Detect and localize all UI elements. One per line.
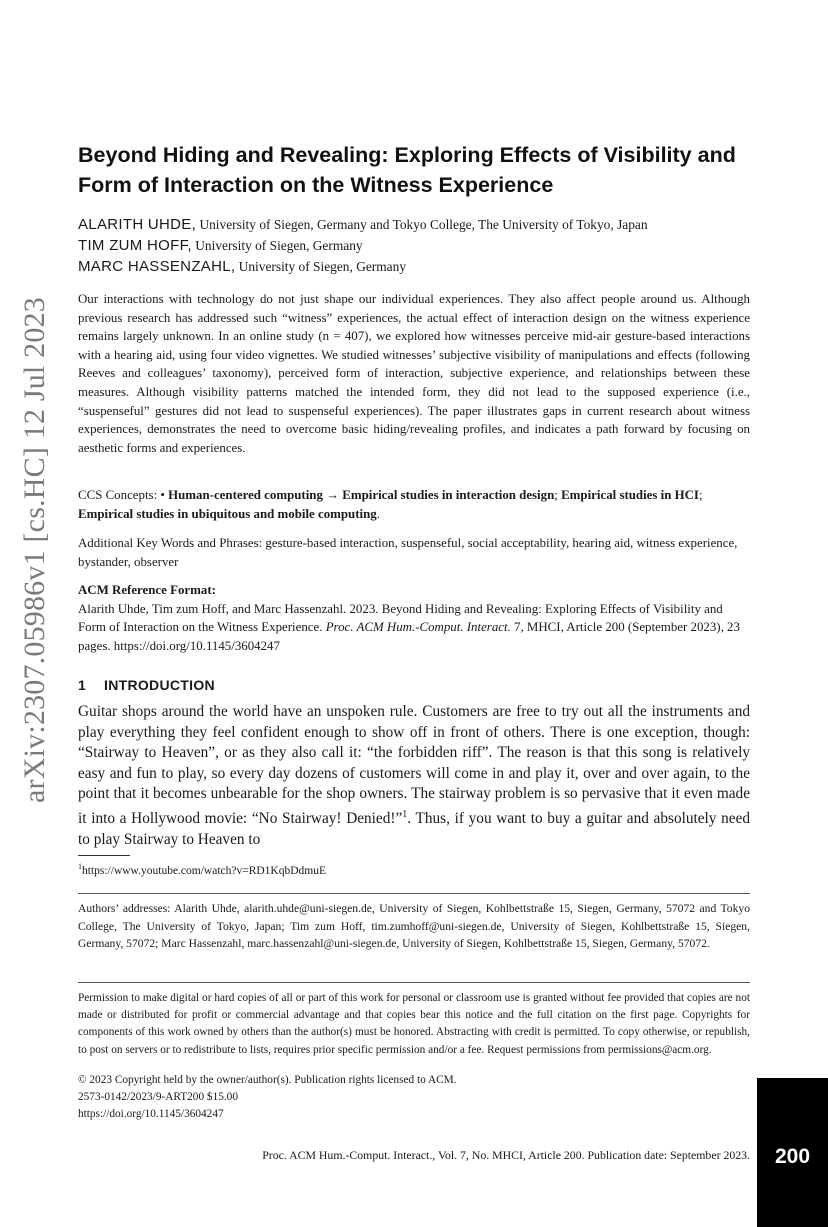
arxiv-identifier: arXiv:2307.05986v1 [cs.HC] 12 Jul 2023 <box>18 297 51 803</box>
intro-paragraph <box>78 702 750 850</box>
page-number: 200 <box>774 1145 811 1168</box>
addresses-divider <box>78 893 750 894</box>
paper-title: Beyond Hiding and Revealing: Exploring Effects of Visibility and Form of Interaction on the Witness Experience <box>78 143 736 197</box>
ccs-concept: Human-centered computing <box>168 488 323 502</box>
abstract: Our interactions with technology do not just shape our individual experiences. They also affect people around us. Although previous research has addressed such “witness” experiences, the actual effect of interaction design on the witness experience remains largely unknown. In an online study (n = 407), we explored how witnesses perceive mid-air gesture-based interactions with a hearing aid, using four video vignettes. We studied witnesses’ subjective visibility of manipulations and effects (following Reeves and colleagues’ taxonomy), perceived form of interaction, subjective experience, and relationships between these measures. Although visibility patterns matched the intended form, they did not lead to the supposed experience (i.e., “suspenseful” gestures did not lead to suspenseful experiences). The paper illustrates gaps in current research about witness experiences, demonstrates the need to overcome basic hiding/revealing profiles, and indicates a path forward by focusing on aesthetic forms and experiences. <box>78 292 750 455</box>
authors-addresses: Authors’ addresses: Alarith Uhde, alarith.uhde@uni-siegen.de, University of Siegen, Kohlbettstraße 15, Siegen, Germany, 57072 and Tokyo College, The University of Tokyo, Japan; Tim zum Hoff, tim.zumhoff@uni-siegen.de, University of Siegen, Kohlbettstraße 15, Siegen, Germany, 57072; Marc Hassenzahl, marc.hassenzahl@uni-siegen.de, University of Siegen, Kohlbettstraße 15, Siegen, Germany, 57072. <box>78 902 750 951</box>
footnote <box>78 862 326 877</box>
running-footer: Proc. ACM Hum.-Comput. Interact., Vol. 7, No. MHCI, Article 200. Publication date: September 2023. <box>262 1148 750 1162</box>
section-heading <box>78 677 215 693</box>
author-name: MARC HASSENZAHL, <box>78 258 236 275</box>
footnote-marker: 1 <box>402 808 408 820</box>
ccs-concepts <box>78 486 750 523</box>
author-entry <box>78 235 750 256</box>
author-list <box>78 214 750 277</box>
section-title: INTRODUCTION <box>104 677 215 693</box>
ccs-concept: Empirical studies in ubiquitous and mobile computing <box>78 506 377 521</box>
ccs-separator: ; <box>554 488 562 502</box>
footnote-number: 1 <box>78 862 82 871</box>
intro-text: Guitar shops around the world have an unspoken rule. Customers are free to try out all the instruments and play everything they feel confident enough to show off in front of others. There is one exception, though: “Stairway to Heaven”, or as they also call it: “the forbidden riff”. The reason is that this song is relatively easy and fun to play, so every day dozens of customers will come in and play it, over and over again, to the point that it becomes unbearable for the shop owners. The stairway problem is so pervasive that it even made it into a Hollywood movie: “No Stairway! Denied!” <box>78 703 750 828</box>
author-entry <box>78 214 750 235</box>
acm-reference-venue: Proc. ACM Hum.-Comput. Interact. <box>325 620 511 635</box>
page-number-tab <box>757 1078 828 1227</box>
acm-reference-text <box>78 600 750 656</box>
issn-line: 2573-0142/2023/9-ART200 $15.00 <box>78 1091 238 1104</box>
permission-notice: Permission to make digital or hard copies of all or part of this work for personal or classroom use is granted without fee provided that copies are not made or distributed for profit or commercial advantage and that copies bear this notice and the full citation on the first page. Copyrights for components of this work owned by others than the author(s) must be honored. Abstracting with credit is permitted. To copy otherwise, or republish, to post on servers or to redistribute to lists, requires prior specific permission and/or a fee. Request permissions from permissions@acm.org. <box>78 992 750 1056</box>
author-affiliation: University of Siegen, Germany and Tokyo College, The University of Tokyo, Japan <box>196 217 648 232</box>
author-affiliation: University of Siegen, Germany <box>191 238 363 253</box>
acm-reference <box>78 581 750 655</box>
permission-divider <box>78 982 750 983</box>
author-entry <box>78 256 750 277</box>
author-name: TIM ZUM HOFF, <box>78 237 192 254</box>
section-number: 1 <box>78 677 87 693</box>
intro-text-continued: . Thus, if you want to buy a guitar and absolutely need to play Stairway to Heaven to <box>78 810 751 848</box>
footnote-divider <box>78 855 130 856</box>
keywords: Additional Key Words and Phrases: gesture-based interaction, suspenseful, social acceptability, hearing aid, witness experience, bystander, observer <box>78 536 738 569</box>
acm-reference-authors: Alarith Uhde, Tim zum Hoff, and Marc Hassenzahl. 2023. Beyond Hiding and Revealing: Exploring Effects of Visibility and Form of Interaction on the Witness Experience. <box>78 601 723 635</box>
footnote-url[interactable]: https://www.youtube.com/watch?v=RD1KqbDdmuE <box>82 864 327 877</box>
ccs-arrow: → <box>322 488 343 502</box>
ccs-concept: Empirical studies in interaction design <box>342 488 555 502</box>
ccs-separator: ; <box>698 488 703 502</box>
publication-info <box>78 1072 750 1124</box>
acm-reference-details: 7, MHCI, Article 200 (September 2023), 23 pages. https://doi.org/10.1145/3604247 <box>78 620 740 653</box>
ccs-prefix: CCS Concepts: • <box>78 488 169 502</box>
ccs-end: . <box>376 506 380 521</box>
copyright-line: © 2023 Copyright held by the owner/author(s). Publication rights licensed to ACM. <box>78 1074 457 1086</box>
arxiv-sidebar-stamp <box>0 230 70 870</box>
author-name: ALARITH UHDE, <box>78 216 197 233</box>
author-affiliation: University of Siegen, Germany <box>235 259 407 274</box>
acm-reference-heading: ACM Reference Format: <box>78 583 216 597</box>
ccs-concept: Empirical studies in HCI <box>561 488 699 502</box>
doi-link[interactable]: https://doi.org/10.1145/3604247 <box>78 1108 224 1121</box>
